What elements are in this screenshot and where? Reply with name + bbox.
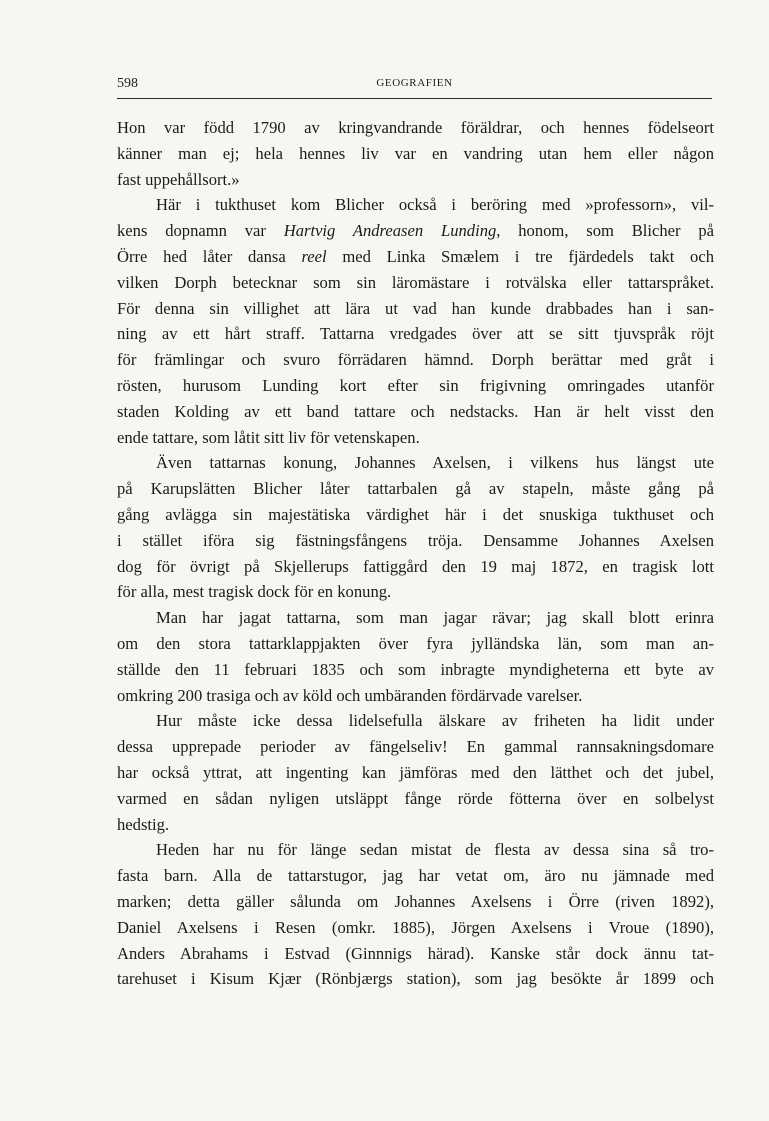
text-line: Daniel Axelsens i Resen (omkr. 1885), Jörgen Axelsens i Vroue (1890), xyxy=(117,917,714,937)
text-line: om den stora tattarklappjakten över fyra jylländska län, som man an- xyxy=(117,633,714,653)
text-run: kens dopnamn var xyxy=(117,221,284,241)
text-line: har också yttrat, att ingenting kan jämföras med den lätthet och det jubel, xyxy=(117,762,714,782)
text-line: ning av ett hårt straff. Tattarna vredgades över att se sitt tjuvspråk röjt xyxy=(117,324,714,344)
text-line: fasta barn. Alla de tattarstugor, jag har vetat om, äro nu jämnade med xyxy=(117,866,714,886)
text-line: dessa upprepade perioder av fängelseliv! En gammal rannsakningsdomare xyxy=(117,737,714,757)
text-line: För denna sin villighet att lära ut vad han kunde drabbades han i san- xyxy=(117,298,714,318)
text-line: känner man ej; hela hennes liv var en vandring utan hem eller någon xyxy=(117,143,714,163)
italic-name: Hartvig Andreasen Lunding xyxy=(283,221,497,241)
text-line: staden Kolding av ett band tattare och nedstacks. Han är helt visst den xyxy=(117,401,714,421)
text-line: Man har jagat tattarna, som man jagar rävar; jag skall blott erinra xyxy=(156,608,714,628)
text-line xyxy=(117,218,714,244)
text-line: ende tattare, som låtit sitt liv för vetenskapen. xyxy=(117,427,420,447)
body-text xyxy=(117,115,714,992)
text-line: gång avlägga sin majestätiska värdighet här i det snuskiga tukthuset och xyxy=(117,504,714,524)
page-number: 598 xyxy=(117,76,138,91)
text-line: dog för övrigt på Skjellerups fattiggård den 19 maj 1872, en tragisk lott xyxy=(117,556,714,576)
text-line: Hur måste icke dessa lidelsefulla älskare av friheten ha lidit under xyxy=(156,711,714,731)
text-line: i stället iföra sig fästningsfångens tröja. Densamme Johannes Axelsen xyxy=(117,530,714,550)
text-line: för alla, mest tragisk dock för en konung. xyxy=(117,582,392,602)
text-line: omkring 200 trasiga och av köld och umbäranden fördärvade varelser. xyxy=(117,685,583,705)
text-line: Heden har nu för länge sedan mistat de flesta av dessa sina så tro- xyxy=(156,840,714,860)
text-line: för främlingar och svuro förrädaren hämnd. Dorph berättar med gråt i xyxy=(117,350,714,370)
text-line: rösten, hurusom Lunding kort efter sin frigivning omringades utanför xyxy=(117,375,714,395)
text-line: ställde den 11 februari 1835 och som inbragte myndigheterna ett byte av xyxy=(117,659,714,679)
text-line: Även tattarnas konung, Johannes Axelsen, i vilkens hus längst ute xyxy=(156,453,714,473)
text-line xyxy=(117,244,714,270)
running-title: GEOGRAFIEN xyxy=(376,77,453,89)
text-line: Hon var född 1790 av kringvandrande föräldrar, och hennes födelseort xyxy=(117,118,714,137)
page-header xyxy=(117,76,712,99)
text-line: på Karupslätten Blicher låter tattarbalen gå av stapeln, måste gång på xyxy=(117,479,714,499)
text-line: vilken Dorph betecknar som sin läromästare i rotvälska eller tattarspråket. xyxy=(117,272,714,292)
text-run: Örre hed låter dansa xyxy=(117,246,302,266)
text-line: varmed en sådan nyligen utsläppt fånge rörde fötterna över en solbelyst xyxy=(117,788,714,808)
text-line: tarehuset i Kisum Kjær (Rönbjærgs station), som jag besökte år 1899 och xyxy=(117,969,714,989)
text-line: marken; detta gäller sålunda om Johannes Axelsens i Örre (riven 1892), xyxy=(117,891,714,911)
text-run: , honom, som Blicher på xyxy=(496,221,714,241)
text-line: Anders Abrahams i Estvad (Ginnnigs härad). Kanske står dock ännu tat- xyxy=(117,943,714,963)
text-line: hedstig. xyxy=(117,814,170,834)
italic-term: reel xyxy=(301,246,327,266)
text-line: fast uppehållsort.» xyxy=(117,169,240,189)
text-line: Här i tukthuset kom Blicher också i beröring med »professorn», vil- xyxy=(156,195,714,215)
text-run: med Linka Smælem i tre fjärdedels takt och xyxy=(326,246,714,266)
